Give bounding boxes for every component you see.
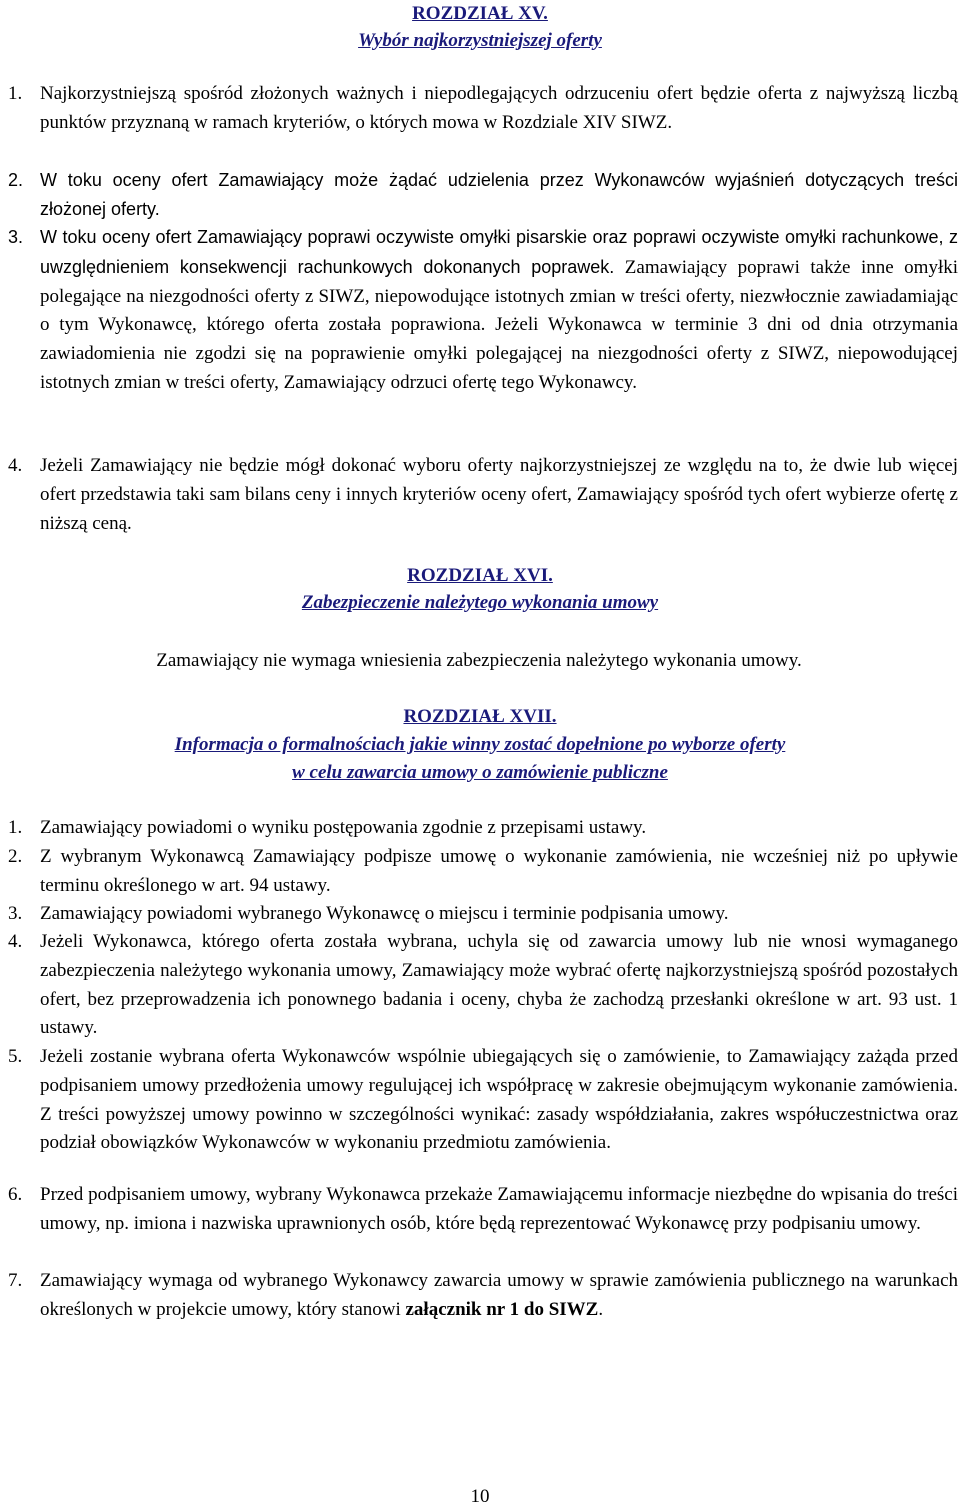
item-number: 4. bbox=[8, 455, 23, 476]
item-number: 1. bbox=[8, 83, 23, 104]
item-text bbox=[40, 223, 958, 398]
item-number: 4. bbox=[8, 931, 23, 952]
item-text bbox=[40, 1267, 958, 1325]
item-text: Najkorzystniejszą spośród złożonych ważnych i niepodlegających odrzuceniu ofert będzie oferta z najwyższą liczbą punktów przyznaną w ramach kryteriów, o których mowa w Rozdziale XIV SIWZ. bbox=[40, 83, 958, 133]
item-number: 1. bbox=[8, 817, 23, 838]
item-text-part2: Zamawiający poprawi także inne omyłki polegające na niezgodności oferty z SIWZ, niepowodujące istotnych zmian w treści oferty, niezwłocznie zawiadamiając o tym Wykonawcę, którego oferta została poprawiona. Jeżeli Wykonawca w terminie 3 dni od dnia otrzymania zawiadomienia nie zgodzi się na poprawienie omyłki polegającej na niezgodności oferty z SIWZ, niepowodującej istotnych zmian w treści oferty, Zamawiający odrzuci ofertę tego Wykonawcy. bbox=[40, 256, 959, 393]
chapter-17-title: ROZDZIAŁ XVII. bbox=[403, 706, 557, 727]
chapter-16-subtitle: Zabezpieczenie należytego wykonania umowy bbox=[301, 592, 659, 613]
chapter-17-subtitle-line2: w celu zawarcia umowy o zamówienie publiczne bbox=[292, 762, 668, 783]
item-number: 3. bbox=[8, 227, 24, 247]
item-text: Jeżeli zostanie wybrana oferta Wykonawców wspólnie ubiegających się o zamówienie, to Zamawiający zażąda przed podpisaniem umowy przedłożenia umowy regulującej ich współpracę w zakresie obejmującym wykonanie zamówienia. Z treści powyższej umowy powinno w szczególności wynikać: zasady współdziałania, zakres współuczestnictwa oraz podział obowiązków Wykonawców w wykonaniu przedmiotu zamówienia. bbox=[40, 1046, 958, 1154]
item-text: Z wybranym Wykonawcą Zamawiający podpisze umowę o wykonanie zamówienia, nie wcześniej niż po upływie terminu określonego w art. 94 ustawy. bbox=[40, 846, 958, 896]
page-number: 10 bbox=[470, 1486, 490, 1507]
item-text-tail: . bbox=[598, 1298, 604, 1320]
item-text: Jeżeli Wykonawca, którego oferta została wybrana, uchyla się od zawarcia umowy lub nie wnosi wymaganego zabezpieczenia należytego wykonania umowy, Zamawiający może wybrać ofertę najkorzystniejszą spośród pozostałych ofert, bez przeprowadzenia ich ponownego badania i oceny, chyba że zachodzą przesłanki określone w art. 93 ust. 1 ustawy. bbox=[40, 931, 958, 1039]
item-text: Zamawiający powiadomi wybranego Wykonawcę o miejscu i terminie podpisania umowy. bbox=[40, 903, 729, 924]
chapter-16-title: ROZDZIAŁ XVI. bbox=[407, 565, 553, 586]
item-number: 3. bbox=[8, 903, 23, 924]
chapter-16-body: Zamawiający nie wymaga wniesienia zabezpieczenia należytego wykonania umowy. bbox=[156, 650, 802, 671]
item-text-main: Zamawiający wymaga od wybranego Wykonawcy zawarcia umowy w sprawie zamówienia publicznego na warunkach określonych w projekcie umowy, który stanowi bbox=[40, 1270, 958, 1320]
item-number: 2. bbox=[8, 846, 23, 867]
item-text: W toku oceny ofert Zamawiający może żądać udzielenia przez Wykonawców wyjaśnień dotyczących treści złożonej oferty. bbox=[40, 170, 958, 219]
item-text: Przed podpisaniem umowy, wybrany Wykonawca przekaże Zamawiającemu informacje niezbędne do wpisania do treści umowy, np. imiona i nazwiska uprawnionych osób, które będą reprezentować Wykonawcę przy podpisaniu umowy. bbox=[40, 1184, 958, 1234]
item-number: 2. bbox=[8, 170, 24, 190]
chapter-15-title: ROZDZIAŁ XV. bbox=[412, 3, 548, 24]
item-text: Zamawiający powiadomi o wyniku postępowania zgodnie z przepisami ustawy. bbox=[40, 817, 647, 838]
item-text: Jeżeli Zamawiający nie będzie mógł dokonać wyboru oferty najkorzystniejszej ze względu na to, że dwie lub więcej ofert przedstawia taki sam bilans ceny i innych kryteriów oceny ofert, Zamawiający spośród tych ofert wybierze ofertę z niższą ceną. bbox=[40, 455, 958, 534]
item-number: 6. bbox=[8, 1184, 23, 1205]
item-text-bold: załącznik nr 1 do SIWZ bbox=[405, 1298, 599, 1320]
item-text-part1: W toku oceny ofert Zamawiający poprawi oczywiste omyłki pisarskie oraz poprawi oczywiste omyłki rachunkowe, z uwzględnieniem konsekwencji rachunkowych dokonanych poprawek. bbox=[40, 227, 958, 277]
item-number: 5. bbox=[8, 1046, 23, 1067]
chapter-15-subtitle: Wybór najkorzystniejszej oferty bbox=[358, 30, 602, 51]
chapter-17-subtitle-line1: Informacja o formalnościach jakie winny zostać dopełnione po wyborze oferty bbox=[174, 734, 786, 755]
item-number: 7. bbox=[8, 1270, 23, 1291]
